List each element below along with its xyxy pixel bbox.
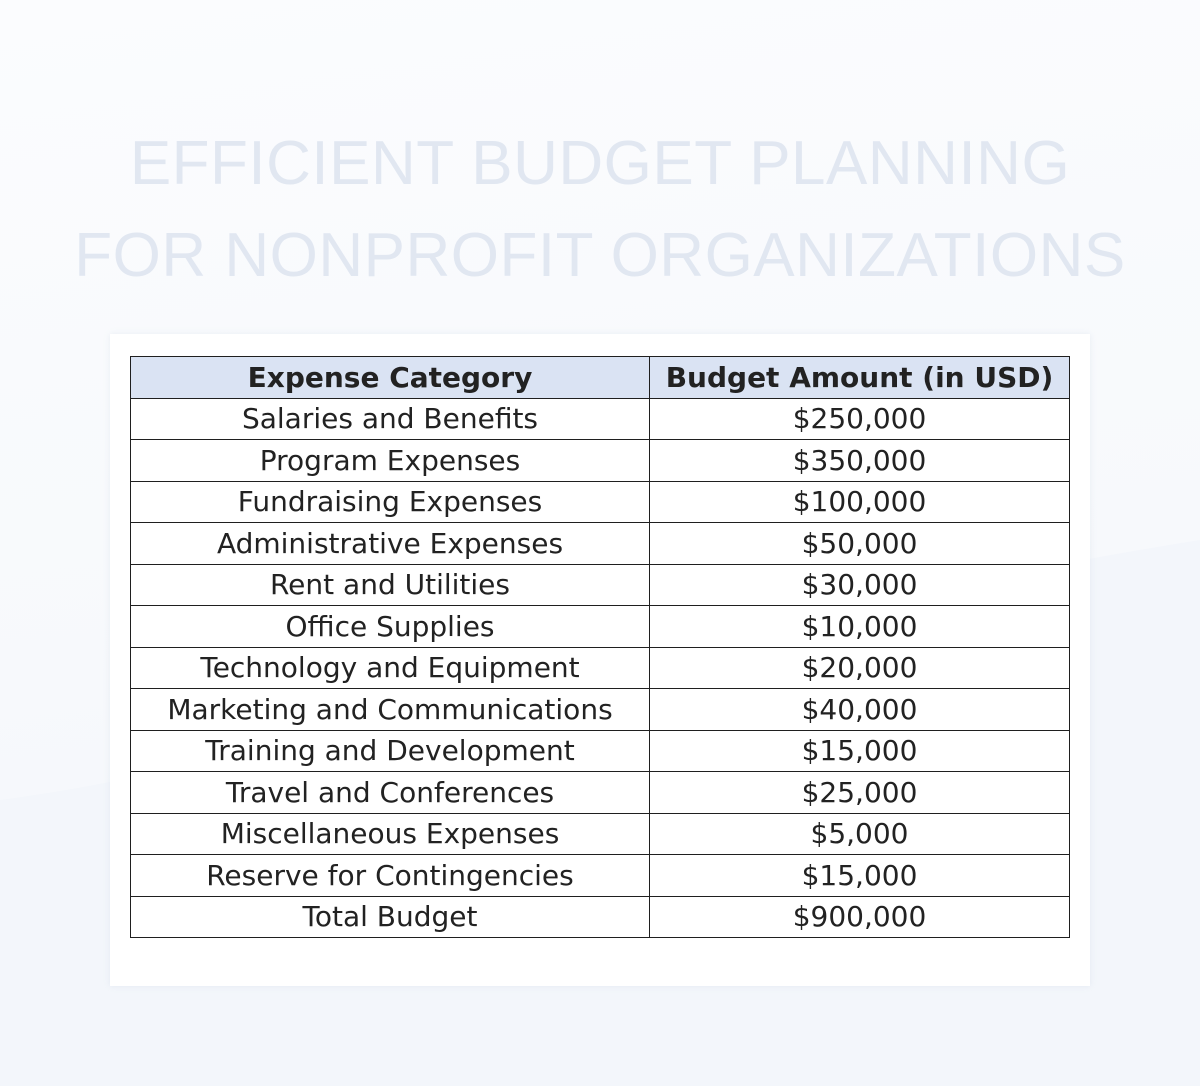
category-cell: Administrative Expenses [131, 523, 650, 565]
budget-table [130, 356, 1070, 938]
table-header-row [131, 357, 1070, 399]
category-cell: Training and Development [131, 730, 650, 772]
header-budget-amount: Budget Amount (in USD) [650, 357, 1070, 399]
table-row [131, 606, 1070, 648]
amount-cell: $30,000 [650, 564, 1070, 606]
table-row [131, 813, 1070, 855]
table-row [131, 398, 1070, 440]
header-expense-category: Expense Category [131, 357, 650, 399]
table-card [110, 334, 1090, 986]
total-row [131, 896, 1070, 938]
total-label-cell: Total Budget [131, 896, 650, 938]
category-cell: Travel and Conferences [131, 772, 650, 814]
table-row [131, 440, 1070, 482]
amount-cell: $15,000 [650, 730, 1070, 772]
category-cell: Reserve for Contingencies [131, 855, 650, 897]
table-row [131, 523, 1070, 565]
amount-cell: $10,000 [650, 606, 1070, 648]
total-amount-cell: $900,000 [650, 896, 1070, 938]
table-row [131, 855, 1070, 897]
table-row [131, 730, 1070, 772]
amount-cell: $350,000 [650, 440, 1070, 482]
amount-cell: $100,000 [650, 481, 1070, 523]
category-cell: Salaries and Benefits [131, 398, 650, 440]
title-line-1: EFFICIENT BUDGET PLANNING [129, 129, 1071, 198]
category-cell: Marketing and Communications [131, 689, 650, 731]
category-cell: Rent and Utilities [131, 564, 650, 606]
amount-cell: $5,000 [650, 813, 1070, 855]
category-cell: Miscellaneous Expenses [131, 813, 650, 855]
amount-cell: $250,000 [650, 398, 1070, 440]
category-cell: Fundraising Expenses [131, 481, 650, 523]
amount-cell: $25,000 [650, 772, 1070, 814]
amount-cell: $40,000 [650, 689, 1070, 731]
amount-cell: $15,000 [650, 855, 1070, 897]
amount-cell: $50,000 [650, 523, 1070, 565]
table-row [131, 564, 1070, 606]
table-row [131, 772, 1070, 814]
table-row [131, 647, 1070, 689]
title-line-2: FOR NONPROFIT ORGANIZATIONS [74, 221, 1126, 290]
category-cell: Technology and Equipment [131, 647, 650, 689]
amount-cell: $20,000 [650, 647, 1070, 689]
category-cell: Office Supplies [131, 606, 650, 648]
category-cell: Program Expenses [131, 440, 650, 482]
table-row [131, 481, 1070, 523]
table-row [131, 689, 1070, 731]
page-title [0, 118, 1200, 302]
